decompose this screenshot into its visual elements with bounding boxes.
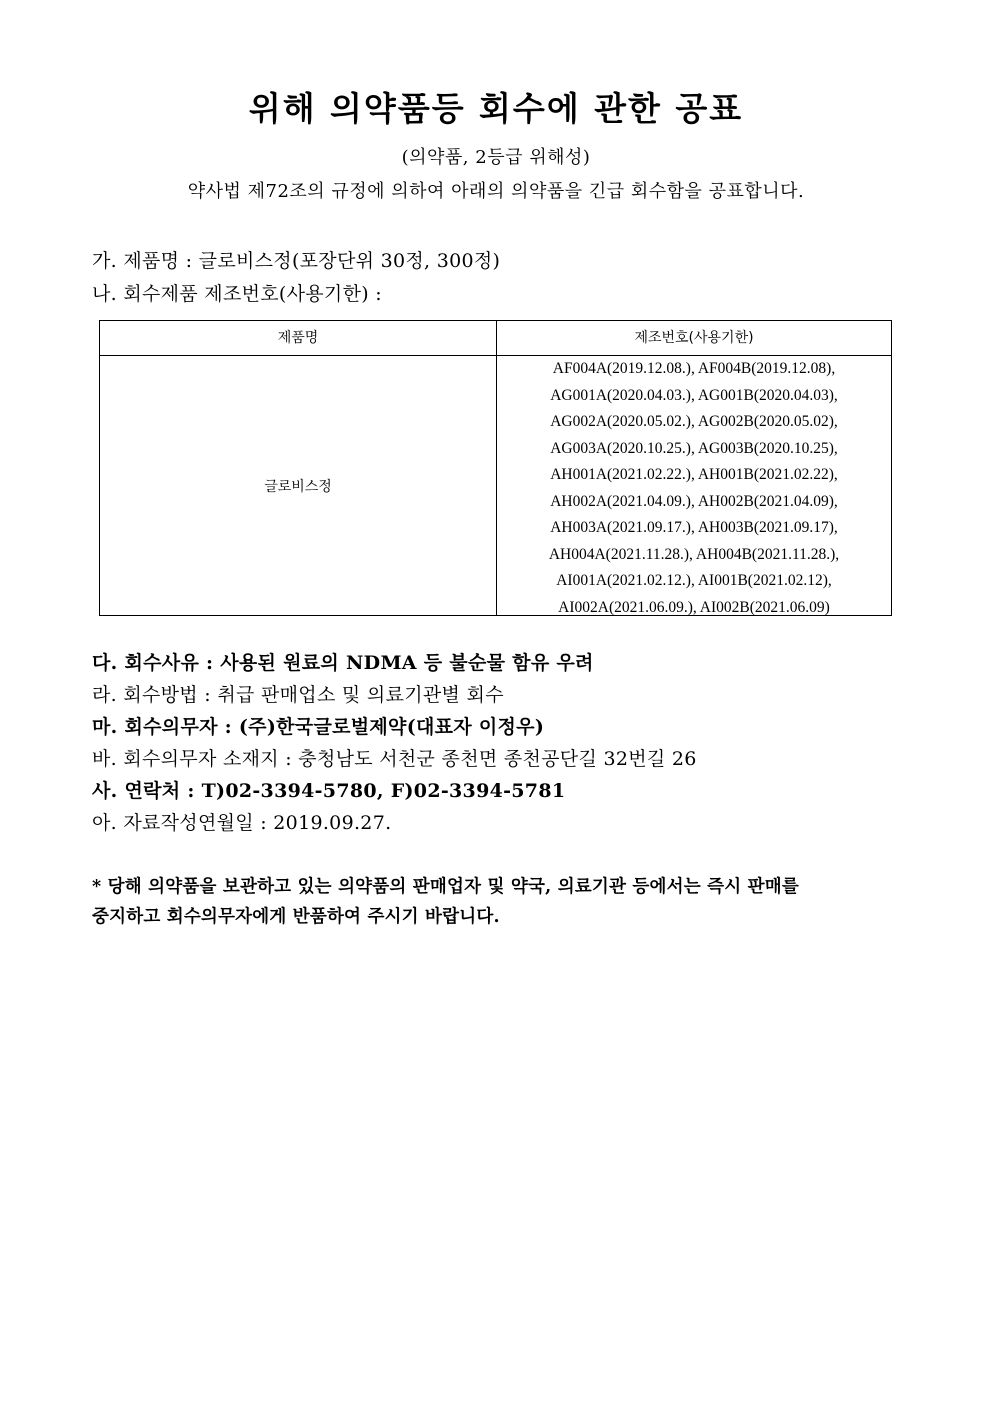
item-recall-obligor: 마. 회수의무자 : (주)한국글로벌제약(대표자 이정우) [92, 716, 545, 738]
item-recall-method: 라. 회수방법 : 취급 판매업소 및 의료기관별 회수 [92, 684, 504, 706]
lot-row: AF004A(2019.12.08.), AF004B(2019.12.08), [552, 360, 836, 377]
lot-row: AI001A(2021.02.12.), AI001B(2021.02.12), [556, 572, 832, 589]
table-cell-product [100, 356, 497, 615]
notice-line-1: * 당해 의약품을 보관하고 있는 의약품의 판매업자 및 약국, 의료기관 등에서는 즉시 판매를 [92, 877, 799, 897]
lot-row: AH003A(2021.09.17.), AH003B(2021.09.17), [550, 519, 838, 536]
item-obligor-address: 바. 회수의무자 소재지 : 충청남도 서천군 종천면 종천공단길 32번길 26 [92, 748, 697, 770]
notice-line-2: 중지하고 회수의무자에게 반품하여 주시기 바랍니다. [92, 907, 500, 927]
lot-row: AG002A(2020.05.02.), AG002B(2020.05.02), [550, 413, 838, 430]
item-date-written: 아. 자료작성연월일 : 2019.09.27. [92, 812, 392, 834]
page-title: 위해 의약품등 회수에 관한 공표 [248, 89, 744, 128]
table-header-product: 제품명 [100, 321, 497, 356]
table-cell-lots [497, 356, 891, 615]
product-name-text: 글로비스정 [264, 478, 332, 495]
lot-row: AI002A(2021.06.09.), AI002B(2021.06.09) [558, 598, 830, 616]
lot-row: AG001A(2020.04.03.), AG001B(2020.04.03), [550, 386, 838, 404]
lot-row: AG003A(2020.10.25.), AG003B(2020.10.25), [550, 439, 838, 457]
table-header-lot: 제조번호(사용기한) [497, 321, 891, 356]
lot-row: AH002A(2021.04.09.), AH002B(2021.04.09), [550, 492, 838, 510]
notice-paragraph [92, 872, 902, 932]
item-lot-numbers-heading: 나. 회수제품 제조번호(사용기한) : [92, 283, 382, 305]
item-recall-reason: 다. 회수사유 : 사용된 원료의 NDMA 등 불순물 함유 우려 [92, 652, 594, 674]
lot-row: AH004A(2021.11.28.), AH004B(2021.11.28.), [548, 545, 840, 563]
lot-row: AH001A(2021.02.22.), AH001B(2021.02.22), [550, 466, 838, 483]
intro-paragraph: 약사법 제72조의 규정에 의하여 아래의 의약품을 긴급 회수함을 공표합니다. [187, 181, 805, 202]
item-product-name: 가. 제품명 : 글로비스정(포장단위 30정, 300정) [92, 250, 501, 272]
page-subtitle: (의약품, 2등급 위해성) [401, 147, 591, 168]
recall-lot-table [99, 320, 892, 616]
item-contact: 사. 연락처 : T)02-3394-5780, F)02-3394-5781 [92, 780, 566, 802]
